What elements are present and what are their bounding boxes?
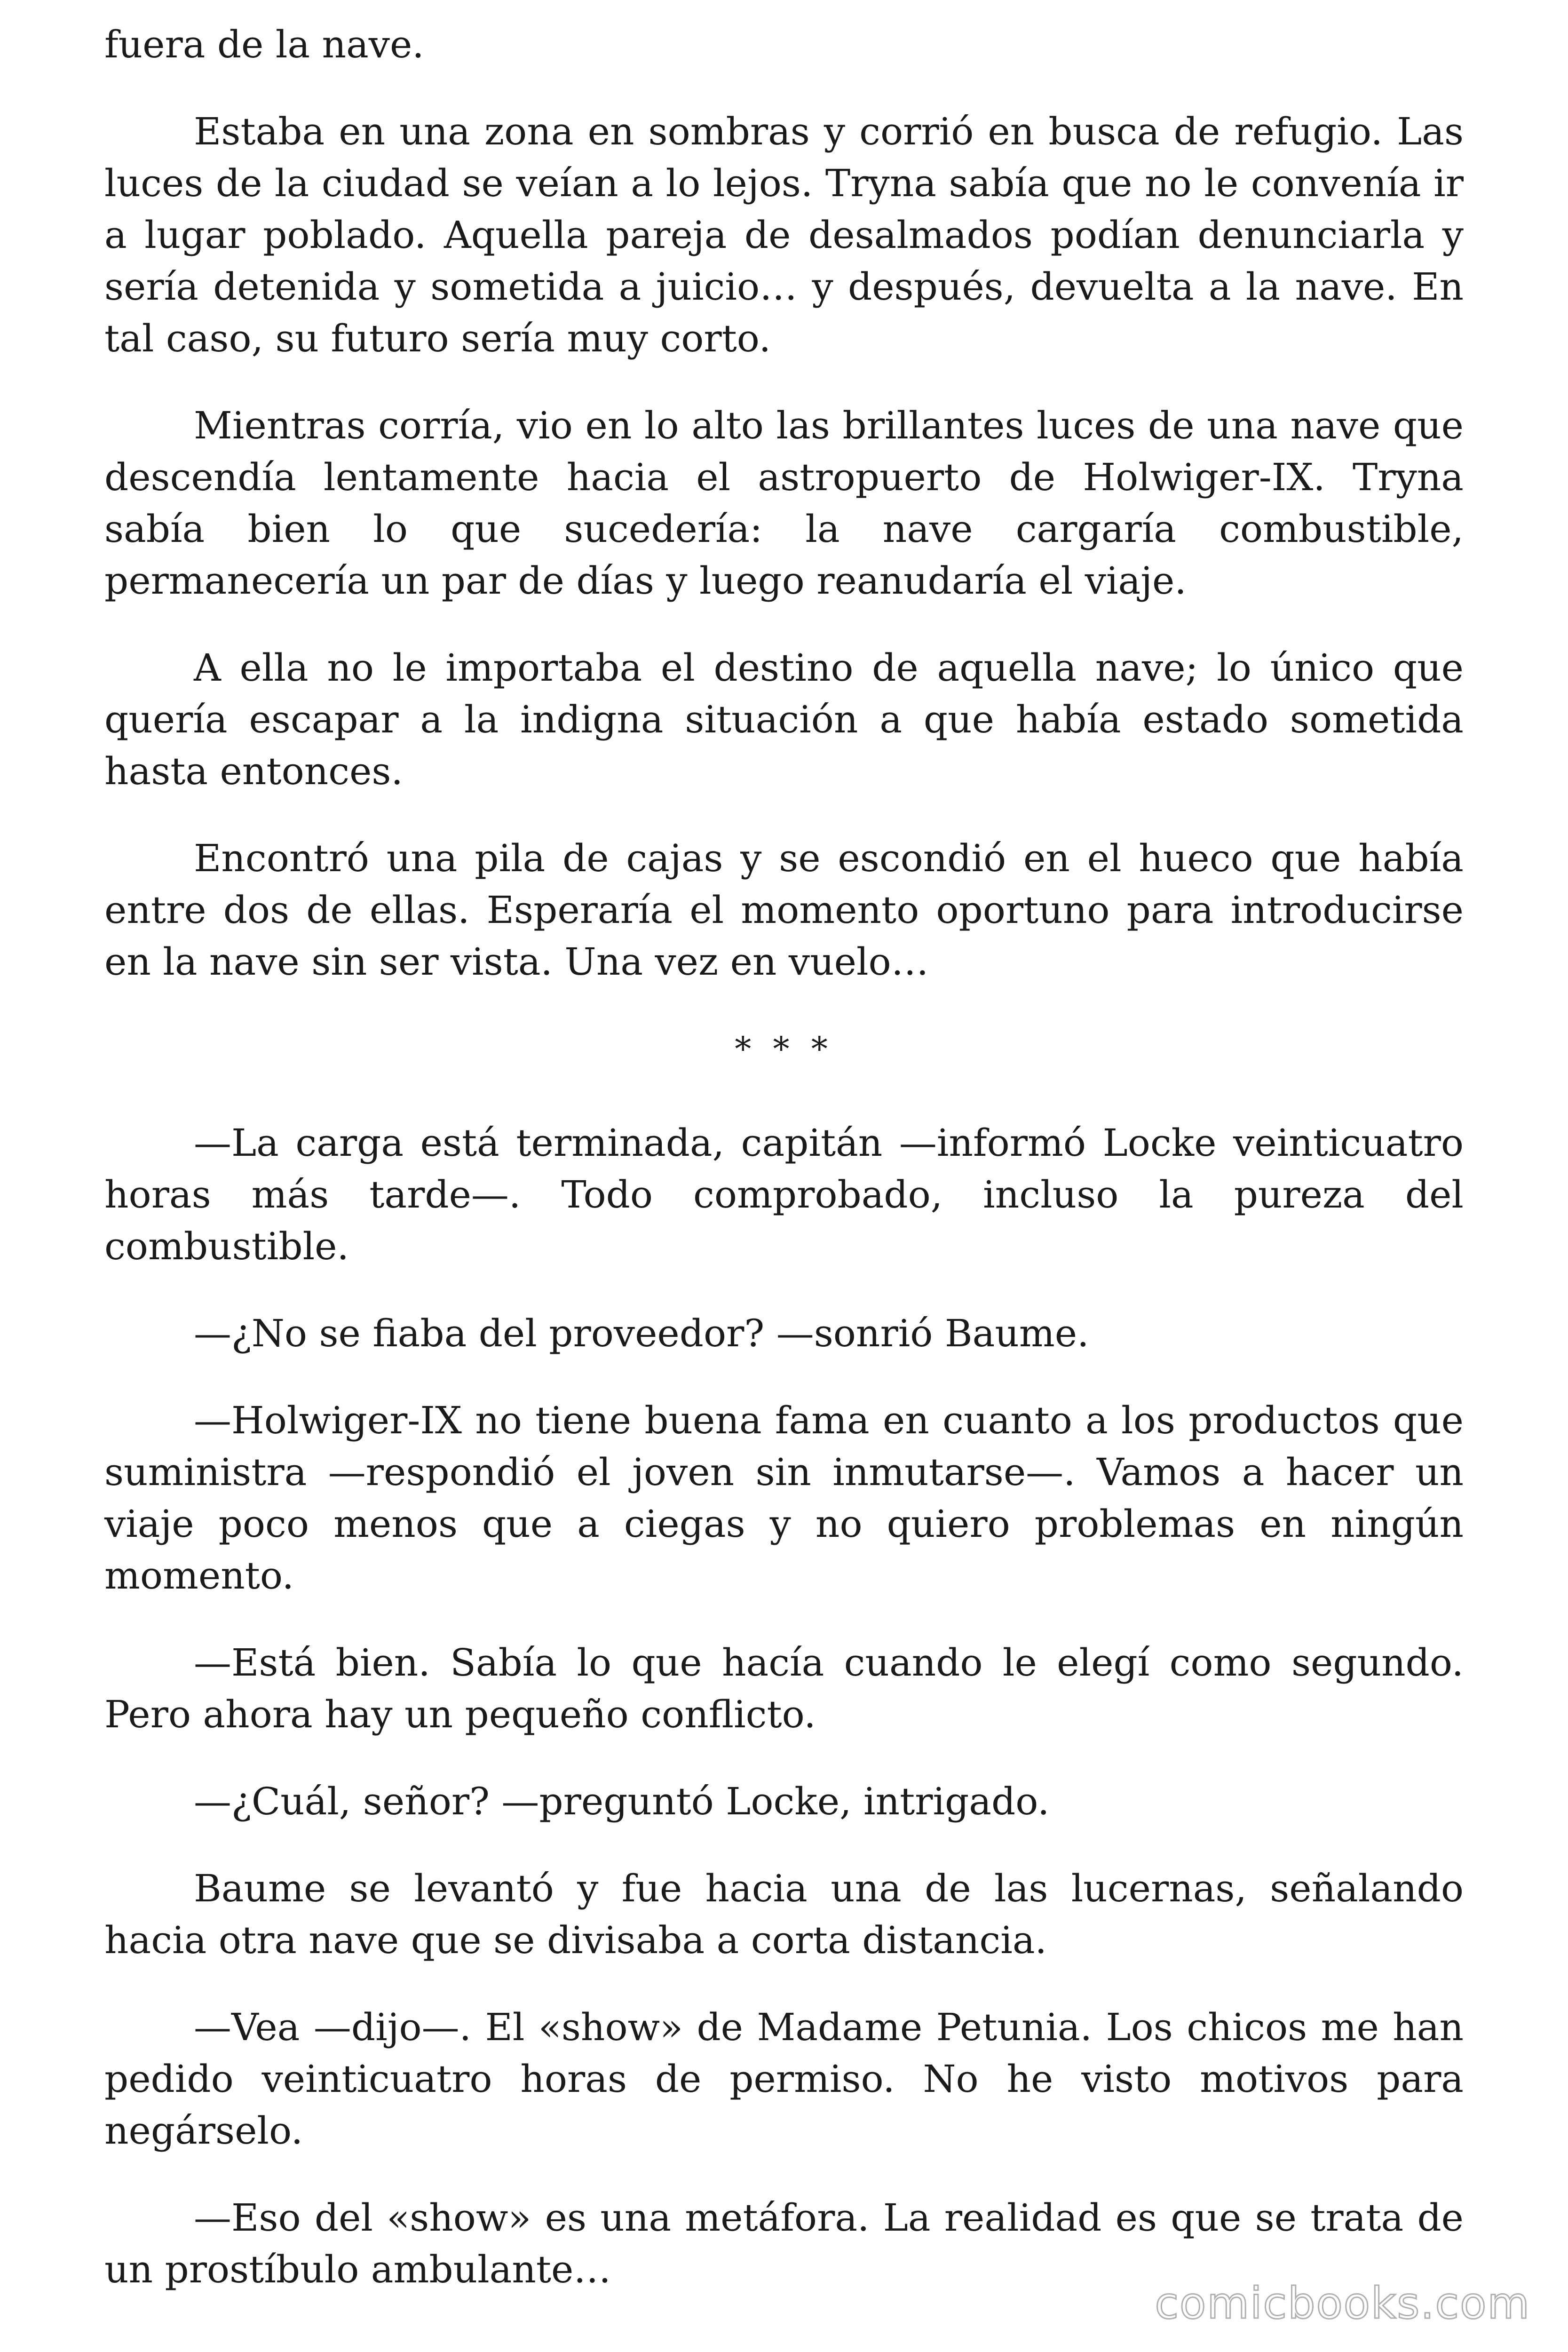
paragraph-9: —Está bien. Sabía lo que hacía cuando le elegí como segundo. Pero ahora hay un pequeño conflicto. bbox=[104, 1641, 1464, 1736]
paragraph-13: —Eso del «show» es una metáfora. La realidad es que se trata de un prostíbulo ambulante… bbox=[104, 2196, 1464, 2291]
paragraph-7: —¿No se fiaba del proveedor? —sonrió Baume. bbox=[194, 1311, 1089, 1355]
paragraph-6: —La carga está terminada, capitán —informó Locke veinticuatro horas más tarde—. Todo comprobado, incluso la pureza del combustible. bbox=[104, 1121, 1464, 1268]
watermark: comicbooks.com bbox=[1155, 2278, 1530, 2328]
paragraph-12: —Vea —dijo—. El «show» de Madame Petunia. Los chicos me han pedido veinticuatro horas de permiso. No he visto motivos para negárselo. bbox=[104, 2005, 1464, 2153]
paragraph-1: fuera de la nave. bbox=[104, 23, 424, 66]
paragraph-10: —¿Cuál, señor? —preguntó Locke, intrigado. bbox=[194, 1780, 1050, 1823]
section-separator: * * * bbox=[735, 1030, 833, 1068]
paragraph-2: Estaba en una zona en sombras y corrió en busca de refugio. Las luces de la ciudad se veían a lo lejos. Tryna sabía que no le convenía ir a lugar poblado. Aquella pareja de desalmados podían denunciarla y sería detenida y sometida a juicio… y después, devuelta a la nave. En tal caso, su futuro sería muy corto. bbox=[104, 110, 1464, 360]
paragraph-3: Mientras corría, vio en lo alto las brillantes luces de una nave que descendía lentamente hacia el astropuerto de Holwiger-IX. Tryna sabía bien lo que sucedería: la nave cargaría combustible, permanecería un par de días y luego reanudaría el viaje. bbox=[104, 404, 1464, 603]
document-page bbox=[104, 19, 1464, 2333]
paragraph-11: Baume se levantó y fue hacia una de las lucernas, señalando hacia otra nave que se divisaba a corta distancia. bbox=[104, 1867, 1464, 1962]
paragraph-8: —Holwiger-IX no tiene buena fama en cuanto a los productos que suministra —respondió el joven sin inmutarse—. Vamos a hacer un viaje poco menos que a ciegas y no quiero problemas en ningún momento. bbox=[104, 1398, 1464, 1597]
paragraph-5: Encontró una pila de cajas y se escondió en el hueco que había entre dos de ellas. Esperaría el momento oportuno para introducirse en la nave sin ser vista. Una vez en vuelo… bbox=[104, 836, 1464, 984]
paragraph-4: A ella no le importaba el destino de aquella nave; lo único que quería escapar a la indigna situación a que había estado sometida hasta entonces. bbox=[104, 646, 1464, 793]
